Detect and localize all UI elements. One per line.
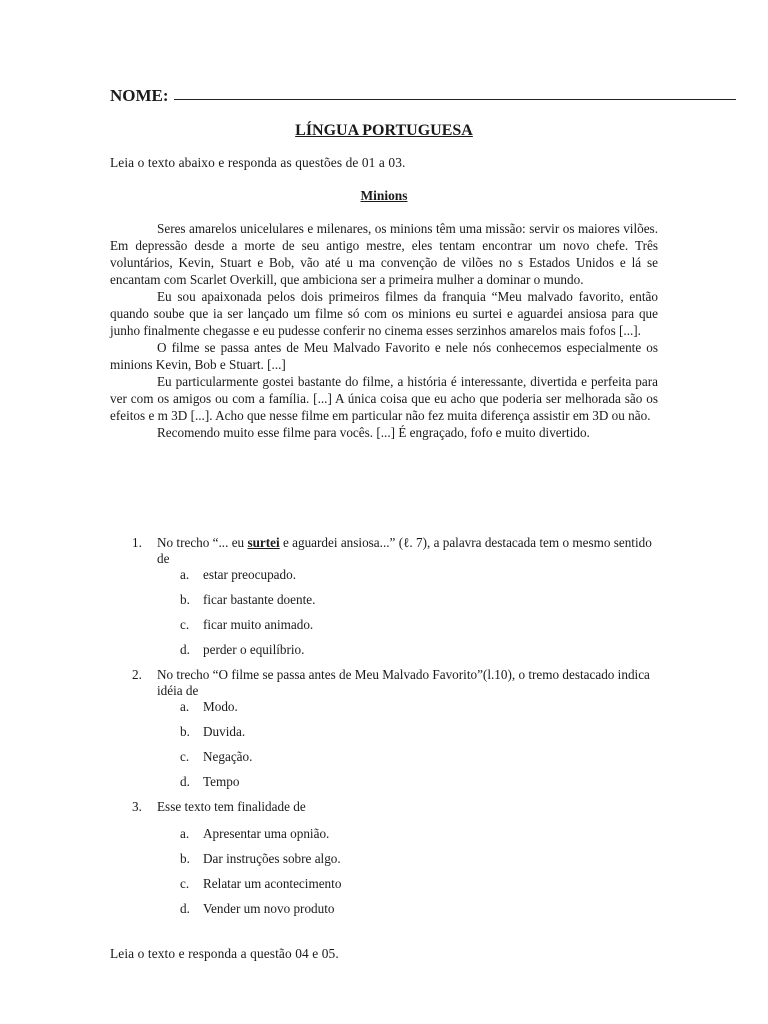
- questions-list: [110, 535, 670, 926]
- option-d: [110, 901, 670, 926]
- highlighted-word: surtei: [247, 535, 280, 550]
- option-text: Tempo: [203, 774, 240, 789]
- text-title: Minions: [360, 188, 408, 203]
- option-letter: b.: [180, 724, 190, 739]
- subject-title: LÍNGUA PORTUGUESA: [295, 122, 473, 139]
- question-3: [110, 799, 670, 926]
- option-b: [110, 592, 670, 617]
- option-letter: c.: [180, 749, 190, 764]
- option-text: Vender um novo produto: [203, 901, 335, 916]
- option-letter: b.: [180, 851, 190, 866]
- footer-instruction: Leia o texto e responda a questão 04 e 05.: [110, 946, 339, 961]
- option-text: Relatar um acontecimento: [203, 876, 342, 891]
- option-text: Modo.: [203, 699, 238, 714]
- option-d: [110, 642, 670, 667]
- question-text-part: e aguardei ansiosa...” (ℓ. 7), a palavra destacada tem o mesmo sentido de: [157, 535, 652, 566]
- option-text: Apresentar uma opnião.: [203, 826, 330, 841]
- option-c: [110, 876, 670, 901]
- name-field-row: [110, 86, 658, 108]
- question-text: No trecho “O filme se passa antes de Meu Malvado Favorito”(l.10), o tremo destacado indica idéia de: [157, 667, 650, 698]
- option-text: perder o equilíbrio.: [203, 642, 305, 657]
- article-paragraph: O filme se passa antes de Meu Malvado Favorito e nele nós conhecemos especialmente os minions Kevin, Bob e Stuart. [...]: [110, 340, 658, 372]
- option-letter: d.: [180, 642, 190, 657]
- option-c: [110, 749, 670, 774]
- article-text: [110, 220, 658, 441]
- question-1: [110, 535, 670, 667]
- option-letter: c.: [180, 876, 190, 891]
- option-letter: b.: [180, 592, 190, 607]
- name-blank-line: [174, 99, 736, 100]
- option-text: estar preocupado.: [203, 567, 297, 582]
- option-letter: a.: [180, 567, 190, 582]
- article-paragraph: Eu sou apaixonada pelos dois primeiros filmes da franquia “Meu malvado favorito, então quando soube que ia ser lançado um filme só com os minions eu surtei e aguardei ansiosa para que junho finalmente chegasse e eu pudesse conferir no cinema esses serzinhos amarelos mais fofos [...].: [110, 289, 658, 338]
- option-letter: d.: [180, 774, 190, 789]
- article-paragraph: Seres amarelos unicelulares e milenares, os minions têm uma missão: servir os maiores vilões. Em depressão desde a morte de seu antigo mestre, eles tentam encontrar um novo chefe. Três voluntários, Kevin, Stuart e Bob, vão até u ma convenção de vilões no s Estados Unidos e lá se encantam com Scarlet Overkill, que ambiciona ser a primeira mulher a dominar o mundo.: [110, 221, 658, 287]
- option-text: ficar muito animado.: [203, 617, 314, 632]
- options-list: [110, 826, 670, 926]
- options-list: [110, 567, 670, 667]
- question-number: 3.: [132, 799, 142, 814]
- question-2: [110, 667, 670, 799]
- question-number: 1.: [132, 535, 142, 550]
- question-text: [157, 535, 657, 567]
- option-a: [110, 826, 670, 851]
- option-a: [110, 567, 670, 592]
- article-paragraph: Eu particularmente gostei bastante do filme, a história é interessante, divertida e perfeita para ver com os amigos ou com a família. [...] A única coisa que eu acho que poderia ser melhorada são os efeitos e m 3D [...]. Acho que nesse filme em particular não fez muita diferença assistir em 3D ou não.: [110, 374, 658, 423]
- question-number: 2.: [132, 667, 142, 682]
- option-a: [110, 699, 670, 724]
- option-letter: a.: [180, 699, 190, 714]
- option-d: [110, 774, 670, 799]
- article-paragraph: Recomendo muito esse filme para vocês. [...] É engraçado, fofo e muito divertido.: [157, 425, 590, 440]
- option-c: [110, 617, 670, 642]
- option-b: [110, 851, 670, 876]
- option-text: Negação.: [203, 749, 253, 764]
- instruction-text: Leia o texto abaixo e responda as questões de 01 a 03.: [110, 155, 406, 170]
- option-text: Dar instruções sobre algo.: [203, 851, 341, 866]
- option-letter: a.: [180, 826, 190, 841]
- question-text: Esse texto tem finalidade de: [157, 799, 306, 814]
- option-b: [110, 724, 670, 749]
- options-list: [110, 699, 670, 799]
- option-text: ficar bastante doente.: [203, 592, 316, 607]
- name-label: NOME:: [110, 86, 169, 105]
- question-text-part: No trecho “... eu: [157, 535, 248, 550]
- option-letter: d.: [180, 901, 190, 916]
- option-letter: c.: [180, 617, 190, 632]
- option-text: Duvida.: [203, 724, 246, 739]
